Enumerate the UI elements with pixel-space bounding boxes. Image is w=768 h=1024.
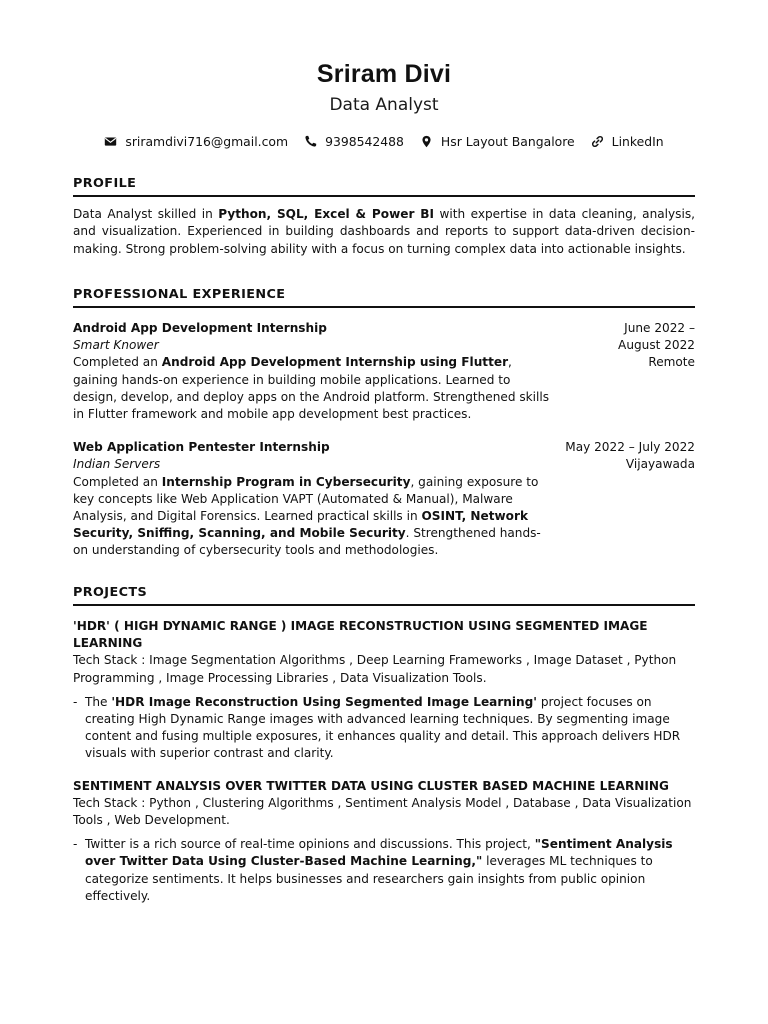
job-title: Android App Development Internship <box>73 321 327 335</box>
link-icon <box>591 135 604 148</box>
project-title: 'HDR' ( HIGH DYNAMIC RANGE ) IMAGE RECONSTRUCTION USING SEGMENTED IMAGE LEARNING <box>73 619 648 651</box>
job-company: Smart Knower <box>73 338 159 353</box>
job-entry <box>73 320 695 423</box>
resume-header <box>0 0 768 149</box>
location-text: Hsr Layout Bangalore <box>440 134 575 149</box>
candidate-name: Sriram Divi <box>316 60 452 88</box>
project-tech-stack: Tech Stack : Image Segmentation Algorithms , Deep Learning Frameworks , Image Dataset , Python Programming , Image Processing Libraries , Data Visualization Tools. <box>73 653 677 685</box>
profile-summary: Data Analyst skilled in Python, SQL, Excel & Power BI with expertise in data cleaning, analysis, and visualization. Experienced in building dashboards and reports to support data-driven decision-making. Strong problem-solving ability with a focus on turning complex data into actionable insights. <box>73 207 695 256</box>
project-bullet <box>73 836 695 905</box>
email-text: sriramdivi716@gmail.com <box>125 134 289 149</box>
projects-section <box>73 585 695 905</box>
project-description: The 'HDR Image Reconstruction Using Segmented Image Learning' project focuses on creating High Dynamic Range images with advanced learning techniques. By segmenting image content and fusing multiple exposures, it enhances quality and detail. This approach delivers HDR visuals with superior contrast and clarity. <box>85 694 681 761</box>
job-title: Web Application Pentester Internship <box>73 440 330 455</box>
bullet-dash: - <box>73 837 78 852</box>
profile-heading: PROFILE <box>73 176 695 197</box>
contact-location <box>420 134 575 149</box>
job-description: Completed an Internship Program in Cybersecurity, gaining exposure to key concepts like Web Application VAPT (Automated & Manual), Malware Analysis, and Digital Forensics. Learned practical skills in OSINT, Network Security, Sniffing, Scanning, and Mobile Security. Strengthened hands-on understanding of cybersecurity tools and methodologies. <box>73 474 541 558</box>
experience-heading: PROFESSIONAL EXPERIENCE <box>73 287 695 308</box>
linkedin-link: LinkedIn <box>611 134 664 149</box>
projects-heading: PROJECTS <box>73 585 695 606</box>
job-entry <box>73 439 695 559</box>
candidate-title: Data Analyst <box>329 95 439 115</box>
phone-icon <box>304 135 317 148</box>
profile-section <box>73 176 695 258</box>
project-tech-stack: Tech Stack : Python , Clustering Algorithms , Sentiment Analysis Model , Database , Data Visualization Tools , Web Development. <box>73 795 692 828</box>
job-location: Vijayawada <box>625 457 695 472</box>
phone-text: 9398542488 <box>325 134 404 149</box>
contact-email[interactable] <box>104 134 288 149</box>
experience-section <box>73 287 695 560</box>
map-pin-icon <box>420 135 433 148</box>
project-bullet <box>73 694 695 763</box>
project-description: Twitter is a rich source of real-time opinions and discussions. This project, "Sentiment Analysis over Twitter Data Using Cluster-Based Machine Learning," leverages ML techniques to categorize sentiments. It helps businesses and researchers gain insights from public opinion effectively. <box>85 837 673 903</box>
contact-linkedin[interactable] <box>591 134 664 149</box>
job-dates: May 2022 – July 2022 <box>565 440 695 455</box>
job-company: Indian Servers <box>73 457 161 472</box>
job-date-start: June 2022 – <box>624 321 695 335</box>
envelope-icon <box>104 135 117 148</box>
project-title: SENTIMENT ANALYSIS OVER TWITTER DATA USING CLUSTER BASED MACHINE LEARNING <box>73 778 669 793</box>
job-location: Remote <box>648 355 695 370</box>
contact-phone[interactable] <box>304 134 404 149</box>
job-description: Completed an Android App Development Internship using Flutter, gaining hands-on experience in building mobile applications. Learned to design, develop, and deploy apps on the Android platform. Strengthened skills in Flutter framework and mobile app development best practices. <box>73 355 550 422</box>
project-entry <box>73 618 695 763</box>
project-entry <box>73 778 695 905</box>
job-date-end: August 2022 <box>618 338 695 353</box>
contact-bar <box>0 134 768 149</box>
bullet-dash: - <box>73 694 78 709</box>
